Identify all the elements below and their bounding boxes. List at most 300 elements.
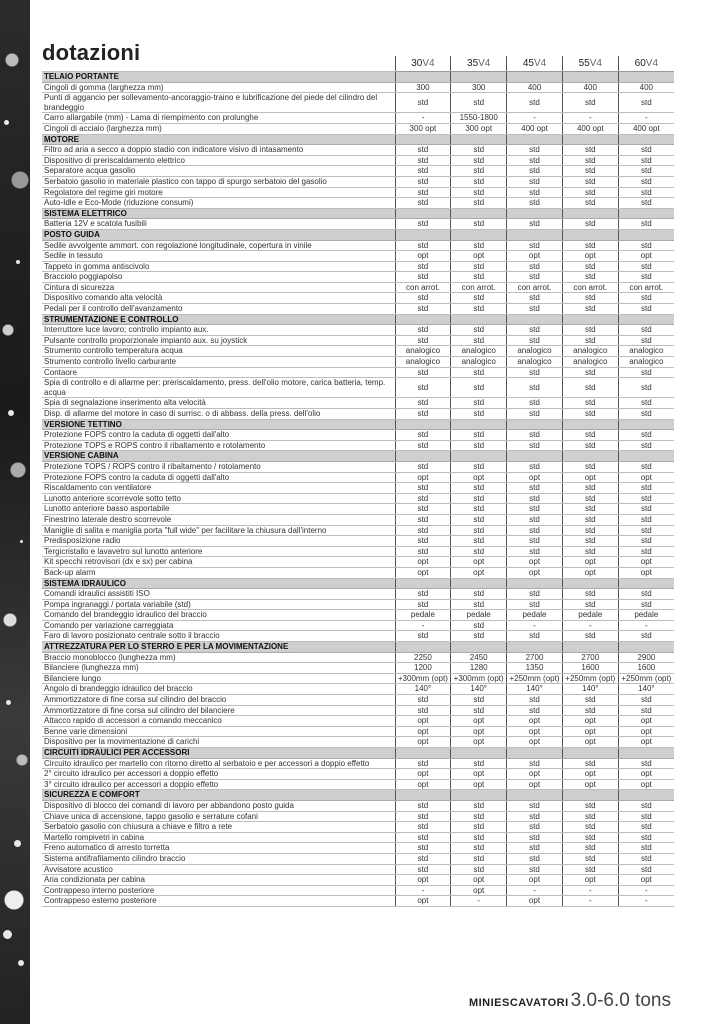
feature-label: Auto-Idle e Eco-Mode (riduzione consumi)	[42, 198, 395, 209]
table-row	[42, 684, 674, 695]
feature-value: pedale	[562, 610, 618, 621]
table-row	[42, 737, 674, 748]
section-cell	[562, 578, 618, 589]
decorative-side-image	[0, 0, 30, 1024]
feature-value: opt	[395, 251, 451, 262]
feature-value: analogico	[562, 346, 618, 357]
feature-value: 300 opt	[451, 123, 507, 134]
section-cell	[507, 451, 563, 462]
section-cell	[395, 229, 451, 240]
feature-value: std	[451, 620, 507, 631]
section-cell	[395, 72, 451, 83]
feature-value: std	[562, 93, 618, 113]
table-row	[42, 610, 674, 621]
feature-value: analogico	[507, 357, 563, 368]
feature-value: opt	[507, 716, 563, 727]
table-row	[42, 461, 674, 472]
table-row	[42, 282, 674, 293]
feature-value: analogico	[618, 357, 674, 368]
feature-value: std	[395, 166, 451, 177]
feature-value: std	[507, 367, 563, 378]
feature-value: std	[395, 832, 451, 843]
section-header-row	[42, 314, 674, 325]
feature-value: con arrot.	[562, 282, 618, 293]
feature-label: Carro allargabile (mm) - Lama di riempimento con prolunghe	[42, 113, 395, 124]
feature-value: std	[451, 155, 507, 166]
feature-value: 1600	[618, 663, 674, 674]
feature-value: opt	[507, 779, 563, 790]
feature-value: std	[562, 261, 618, 272]
feature-label: Pompa ingranaggi / portata variabile (std)	[42, 599, 395, 610]
feature-value: std	[618, 843, 674, 854]
feature-value: con arrot.	[618, 282, 674, 293]
feature-value: pedale	[451, 610, 507, 621]
feature-value: std	[507, 832, 563, 843]
feature-value: std	[451, 378, 507, 398]
feature-value: std	[507, 398, 563, 409]
feature-value: std	[451, 599, 507, 610]
table-row	[42, 123, 674, 134]
feature-value: opt	[562, 557, 618, 568]
feature-value: std	[507, 695, 563, 706]
feature-value: opt	[395, 896, 451, 907]
feature-value: 300 opt	[395, 123, 451, 134]
feature-value: std	[395, 398, 451, 409]
feature-value: std	[562, 155, 618, 166]
feature-value: std	[618, 536, 674, 547]
table-row	[42, 546, 674, 557]
feature-value: opt	[618, 769, 674, 780]
feature-value: -	[395, 113, 451, 124]
feature-label: Regolatore del regime giri motore	[42, 187, 395, 198]
feature-value: analogico	[395, 346, 451, 357]
section-cell	[507, 419, 563, 430]
feature-value: std	[451, 800, 507, 811]
feature-value: std	[395, 219, 451, 230]
feature-value: std	[562, 367, 618, 378]
table-row	[42, 145, 674, 156]
table-row	[42, 219, 674, 230]
table-row	[42, 187, 674, 198]
feature-label: Protezione FOPS contro la caduta di oggetti dall'alto	[42, 430, 395, 441]
feature-value: std	[618, 440, 674, 451]
section-title: SICUREZZA E COMFORT	[42, 790, 395, 801]
feature-value: -	[507, 620, 563, 631]
feature-value: std	[562, 864, 618, 875]
section-cell	[562, 134, 618, 145]
feature-value: 1350	[507, 663, 563, 674]
feature-value: std	[507, 811, 563, 822]
feature-value: std	[395, 631, 451, 642]
feature-label: Freno automatico di arresto torretta	[42, 843, 395, 854]
feature-value: std	[618, 800, 674, 811]
feature-value: std	[451, 272, 507, 283]
feature-value: opt	[562, 716, 618, 727]
section-title: SISTEMA IDRAULICO	[42, 578, 395, 589]
feature-value: std	[507, 409, 563, 420]
feature-label: Angolo di brandeggio idraulico del braccio	[42, 684, 395, 695]
table-row	[42, 843, 674, 854]
feature-label: Dispositivo di preriscaldamento elettrico	[42, 155, 395, 166]
feature-value: std	[395, 546, 451, 557]
feature-value: opt	[395, 737, 451, 748]
feature-value: std	[562, 631, 618, 642]
feature-value: std	[562, 378, 618, 398]
feature-value: -	[562, 896, 618, 907]
table-row	[42, 705, 674, 716]
feature-label: Lunotto anteriore scorrevole sotto tetto	[42, 493, 395, 504]
feature-value: std	[395, 187, 451, 198]
feature-value: -	[562, 113, 618, 124]
table-row	[42, 822, 674, 833]
feature-value: std	[507, 864, 563, 875]
feature-value: std	[562, 800, 618, 811]
section-cell	[507, 790, 563, 801]
feature-value: std	[507, 461, 563, 472]
feature-value: std	[395, 461, 451, 472]
section-cell	[618, 134, 674, 145]
feature-value: std	[395, 325, 451, 336]
feature-label: Back-up alarm	[42, 567, 395, 578]
section-title: TELAIO PORTANTE	[42, 72, 395, 83]
feature-value: std	[507, 378, 563, 398]
feature-value: +250mm (opt)	[618, 673, 674, 684]
feature-value: std	[618, 367, 674, 378]
feature-label: Dispositivo comando alta velocità	[42, 293, 395, 304]
feature-value: opt	[562, 472, 618, 483]
feature-label: Aria condizionata per cabina	[42, 875, 395, 886]
feature-value: std	[618, 822, 674, 833]
feature-value: -	[451, 896, 507, 907]
feature-label: Filtro ad aria a secco a doppio stadio con indicatore visivo di intasamento	[42, 145, 395, 156]
feature-value: std	[507, 525, 563, 536]
feature-value: opt	[451, 737, 507, 748]
feature-value: std	[451, 758, 507, 769]
feature-value: opt	[395, 472, 451, 483]
feature-value: 300	[395, 82, 451, 93]
feature-label: Martello rompivetri in cabina	[42, 832, 395, 843]
feature-value: std	[395, 261, 451, 272]
feature-value: std	[507, 853, 563, 864]
feature-value: std	[451, 525, 507, 536]
feature-value: std	[618, 631, 674, 642]
feature-value: std	[562, 695, 618, 706]
feature-value: std	[451, 176, 507, 187]
feature-value: opt	[507, 251, 563, 262]
feature-value: opt	[618, 779, 674, 790]
feature-value: -	[507, 885, 563, 896]
feature-value: opt	[618, 726, 674, 737]
section-header-row	[42, 72, 674, 83]
feature-value: 300	[451, 82, 507, 93]
feature-value: std	[451, 293, 507, 304]
feature-value: std	[451, 430, 507, 441]
feature-value: opt	[395, 567, 451, 578]
table-row	[42, 293, 674, 304]
feature-value: std	[618, 93, 674, 113]
feature-value: std	[562, 705, 618, 716]
feature-value: +250mm (opt)	[507, 673, 563, 684]
feature-label: Pedali per il controllo dell'avanzamento	[42, 304, 395, 315]
feature-label: Punti di aggancio per sollevamento-ancoraggio-traino e lubrificazione del piede del cilindro del brandeggio	[42, 93, 395, 113]
feature-label: Cingoli di acciaio (larghezza mm)	[42, 123, 395, 134]
feature-value: std	[618, 514, 674, 525]
feature-value: std	[507, 843, 563, 854]
section-cell	[618, 790, 674, 801]
section-cell	[618, 229, 674, 240]
feature-value: std	[507, 599, 563, 610]
feature-value: std	[395, 367, 451, 378]
feature-value: std	[395, 599, 451, 610]
section-cell	[451, 208, 507, 219]
feature-value: std	[451, 367, 507, 378]
feature-label: Chiave unica di accensione, tappo gasolio e serrature cofani	[42, 811, 395, 822]
feature-value: std	[562, 145, 618, 156]
feature-value: std	[451, 409, 507, 420]
feature-value: opt	[395, 716, 451, 727]
feature-value: analogico	[395, 357, 451, 368]
feature-value: std	[395, 176, 451, 187]
feature-label: Contaore	[42, 367, 395, 378]
feature-value: std	[451, 187, 507, 198]
feature-value: opt	[618, 557, 674, 568]
feature-value: std	[618, 187, 674, 198]
feature-label: 2° circuito idraulico per accessori a doppio effetto	[42, 769, 395, 780]
section-cell	[562, 229, 618, 240]
feature-value: +300mm (opt)	[451, 673, 507, 684]
feature-value: opt	[618, 716, 674, 727]
feature-value: pedale	[395, 610, 451, 621]
section-cell	[451, 134, 507, 145]
feature-value: std	[562, 335, 618, 346]
feature-value: std	[451, 398, 507, 409]
feature-value: -	[395, 620, 451, 631]
section-cell	[451, 229, 507, 240]
feature-label: Attacco rapido di accessori a comando meccanico	[42, 716, 395, 727]
feature-value: opt	[451, 567, 507, 578]
table-row	[42, 695, 674, 706]
feature-value: std	[451, 240, 507, 251]
table-row	[42, 769, 674, 780]
feature-value: std	[451, 304, 507, 315]
feature-value: std	[395, 758, 451, 769]
feature-label: Finestrino laterale destro scorrevole	[42, 514, 395, 525]
feature-value: std	[562, 176, 618, 187]
feature-label: Kit specchi retrovisori (dx e sx) per cabina	[42, 557, 395, 568]
feature-value: opt	[562, 875, 618, 886]
table-row	[42, 832, 674, 843]
feature-value: std	[562, 514, 618, 525]
feature-label: Interruttore luce lavoro; controllo impianto aux.	[42, 325, 395, 336]
feature-value: 2450	[451, 652, 507, 663]
table-row	[42, 514, 674, 525]
feature-value: std	[618, 864, 674, 875]
feature-value: std	[451, 504, 507, 515]
feature-label: Lunotto anteriore basso asportabile	[42, 504, 395, 515]
feature-value: std	[395, 409, 451, 420]
table-row	[42, 853, 674, 864]
table-row	[42, 811, 674, 822]
feature-label: Protezione TOPS e ROPS contro il ribaltamento e rotolamento	[42, 440, 395, 451]
table-row	[42, 378, 674, 398]
feature-value: opt	[395, 875, 451, 886]
feature-value: opt	[507, 896, 563, 907]
feature-value: std	[451, 705, 507, 716]
feature-value: 2250	[395, 652, 451, 663]
feature-value: std	[507, 219, 563, 230]
table-row	[42, 155, 674, 166]
feature-label: Strumento controllo livello carburante	[42, 357, 395, 368]
feature-value: std	[562, 589, 618, 600]
feature-value: std	[562, 843, 618, 854]
feature-value: std	[451, 853, 507, 864]
feature-value: std	[395, 504, 451, 515]
feature-label: Riscaldamento con ventilatore	[42, 483, 395, 494]
feature-value: std	[451, 589, 507, 600]
table-row	[42, 567, 674, 578]
feature-label: Serbatoio gasolio con chiusura a chiave e filtro a rete	[42, 822, 395, 833]
feature-label: Protezione FOPS contro la caduta di oggetti dall'alto	[42, 472, 395, 483]
feature-value: 1550-1800	[451, 113, 507, 124]
feature-value: std	[562, 504, 618, 515]
feature-value: std	[618, 325, 674, 336]
feature-value: std	[507, 536, 563, 547]
feature-value: std	[618, 398, 674, 409]
feature-value: opt	[395, 779, 451, 790]
feature-value: std	[562, 832, 618, 843]
section-cell	[507, 134, 563, 145]
table-row	[42, 272, 674, 283]
feature-value: std	[507, 631, 563, 642]
footer-range: 3.0-6.0 tons	[570, 990, 671, 1011]
feature-value: std	[395, 335, 451, 346]
feature-label: Ammortizzatore di fine corsa sul cilindro del braccio	[42, 695, 395, 706]
feature-label: Pulsante controllo proporzionale impianto aux. su joystick	[42, 335, 395, 346]
feature-value: std	[395, 440, 451, 451]
feature-value: -	[507, 113, 563, 124]
section-header-row	[42, 748, 674, 759]
feature-value: opt	[507, 875, 563, 886]
section-title: POSTO GUIDA	[42, 229, 395, 240]
section-cell	[618, 72, 674, 83]
feature-value: std	[507, 822, 563, 833]
feature-value: std	[507, 430, 563, 441]
feature-label: Strumento controllo temperatura acqua	[42, 346, 395, 357]
feature-label: Benne varie dimensioni	[42, 726, 395, 737]
feature-value: std	[618, 335, 674, 346]
table-row	[42, 885, 674, 896]
section-cell	[618, 451, 674, 462]
table-row	[42, 758, 674, 769]
section-cell	[451, 314, 507, 325]
feature-value: opt	[618, 472, 674, 483]
feature-value: std	[507, 145, 563, 156]
feature-value: std	[451, 546, 507, 557]
feature-label: Tappeto in gomma antiscivolo	[42, 261, 395, 272]
feature-label: Batteria 12V e scatola fusibili	[42, 219, 395, 230]
table-row	[42, 166, 674, 177]
feature-value: 1600	[562, 663, 618, 674]
feature-label: Dispositivo di blocco dei comandi di lavoro per abbandono posto guida	[42, 800, 395, 811]
feature-value: std	[618, 430, 674, 441]
feature-value: std	[451, 536, 507, 547]
feature-value: opt	[451, 716, 507, 727]
feature-value: opt	[562, 737, 618, 748]
feature-value: std	[507, 304, 563, 315]
feature-value: +250mm (opt)	[562, 673, 618, 684]
section-header-row	[42, 642, 674, 653]
feature-value: std	[507, 155, 563, 166]
feature-label: Predisposizione radio	[42, 536, 395, 547]
feature-value: opt	[451, 557, 507, 568]
feature-label: Serbatoio gasolio in materiale plastico con tappo di spurgo serbatoio del gasolio	[42, 176, 395, 187]
feature-value: std	[395, 272, 451, 283]
feature-value: std	[562, 758, 618, 769]
feature-value: std	[507, 493, 563, 504]
feature-value: con arrot.	[395, 282, 451, 293]
section-title: STRUMENTAZIONE E CONTROLLO	[42, 314, 395, 325]
feature-value: std	[618, 198, 674, 209]
feature-value: std	[395, 430, 451, 441]
feature-value: std	[618, 378, 674, 398]
feature-value: std	[507, 546, 563, 557]
feature-value: opt	[507, 472, 563, 483]
feature-value: std	[507, 93, 563, 113]
feature-value: std	[395, 864, 451, 875]
feature-value: opt	[562, 726, 618, 737]
table-row	[42, 663, 674, 674]
section-cell	[395, 578, 451, 589]
feature-label: Comando per variazione carreggiata	[42, 620, 395, 631]
feature-value: std	[507, 589, 563, 600]
table-row	[42, 113, 674, 124]
feature-value: std	[395, 695, 451, 706]
table-row	[42, 398, 674, 409]
table-row	[42, 525, 674, 536]
section-cell	[507, 578, 563, 589]
feature-value: opt	[618, 567, 674, 578]
feature-value: std	[618, 261, 674, 272]
section-cell	[618, 208, 674, 219]
section-cell	[451, 578, 507, 589]
feature-value: std	[451, 493, 507, 504]
feature-value: std	[507, 440, 563, 451]
feature-label: Spia di segnalazione inserimento alta velocità	[42, 398, 395, 409]
feature-value: std	[618, 145, 674, 156]
feature-value: std	[618, 155, 674, 166]
feature-value: -	[618, 113, 674, 124]
section-cell	[618, 642, 674, 653]
feature-value: std	[395, 536, 451, 547]
table-row	[42, 304, 674, 315]
section-cell	[451, 790, 507, 801]
feature-value: 140°	[451, 684, 507, 695]
feature-value: opt	[507, 769, 563, 780]
feature-label: Contrappeso esterno posteriore	[42, 896, 395, 907]
feature-value: std	[451, 832, 507, 843]
feature-value: -	[395, 885, 451, 896]
feature-value: std	[395, 514, 451, 525]
section-cell	[451, 419, 507, 430]
feature-value: std	[618, 461, 674, 472]
feature-value: 2700	[562, 652, 618, 663]
feature-value: std	[618, 504, 674, 515]
feature-value: opt	[395, 769, 451, 780]
feature-value: opt	[507, 726, 563, 737]
table-row	[42, 864, 674, 875]
section-title: VERSIONE CABINA	[42, 451, 395, 462]
feature-value: std	[562, 440, 618, 451]
